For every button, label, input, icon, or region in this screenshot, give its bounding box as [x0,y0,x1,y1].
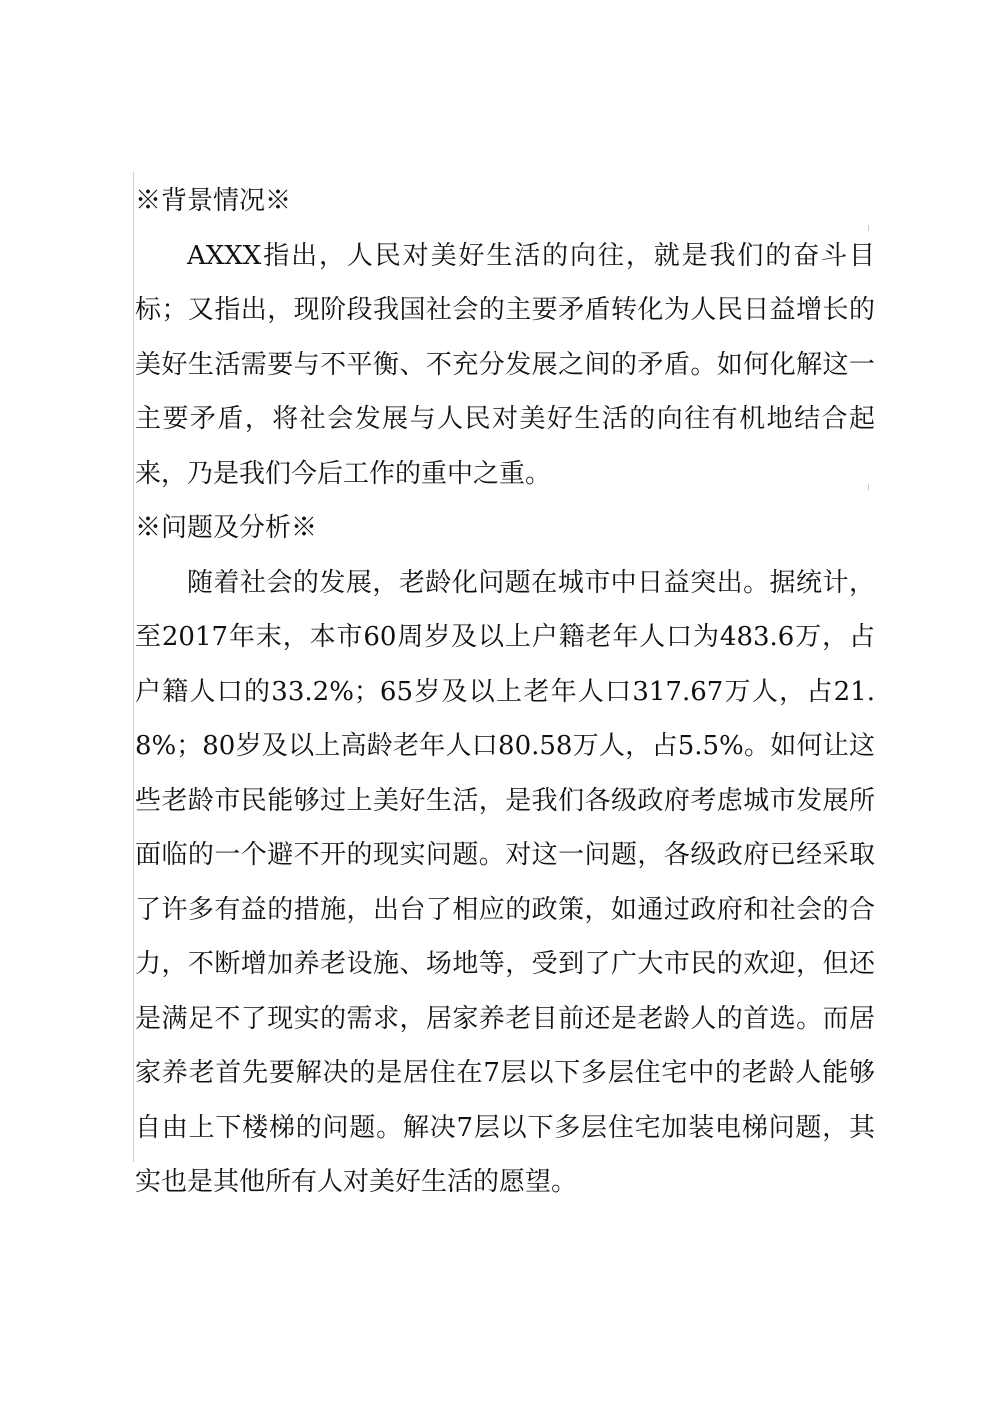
left-margin-line [133,172,134,1162]
section-heading-background: ※背景情况※ [135,186,292,216]
document-body [135,174,875,1210]
problem-analysis-paragraph: 随着社会的发展，老龄化问题在城市中日益突出。据统计，至2017年末，本市60周岁及以上户籍老年人口为483.6万，占户籍人口的33.2%；65岁及以上老年人口317.67万人，占21.8%；80岁及以上高龄老年人口80.58万人，占5.5%。如何让这些老龄市民能够过上美好生活，是我们各级政府考虑城市发展所面临的一个避不开的现实问题。对这一问题，各级政府已经采取了许多有益的措施，出台了相应的政策，如通过政府和社会的合力，不断增加养老设施、场地等，受到了广大市民的欢迎，但还是满足不了现实的需求，居家养老目前还是老龄人的首选。而居家养老首先要解决的是居住在7层以下多层住宅中的老龄人能够自由上下楼梯的问题。解决7层以下多层住宅加装电梯问题，其实也是其他所有人对美好生活的愿望。 [135,567,875,1197]
section-heading-problem-analysis: ※问题及分析※ [135,513,318,543]
background-paragraph: AXXX指出，人民对美好生活的向往，就是我们的奋斗目标；又指出，现阶段我国社会的主要矛盾转化为人民日益增长的美好生活需要与不平衡、不充分发展之间的矛盾。如何化解这一主要矛盾，将社会发展与人民对美好生活的向往有机地结合起来，乃是我们今后工作的重中之重。 [135,240,875,489]
